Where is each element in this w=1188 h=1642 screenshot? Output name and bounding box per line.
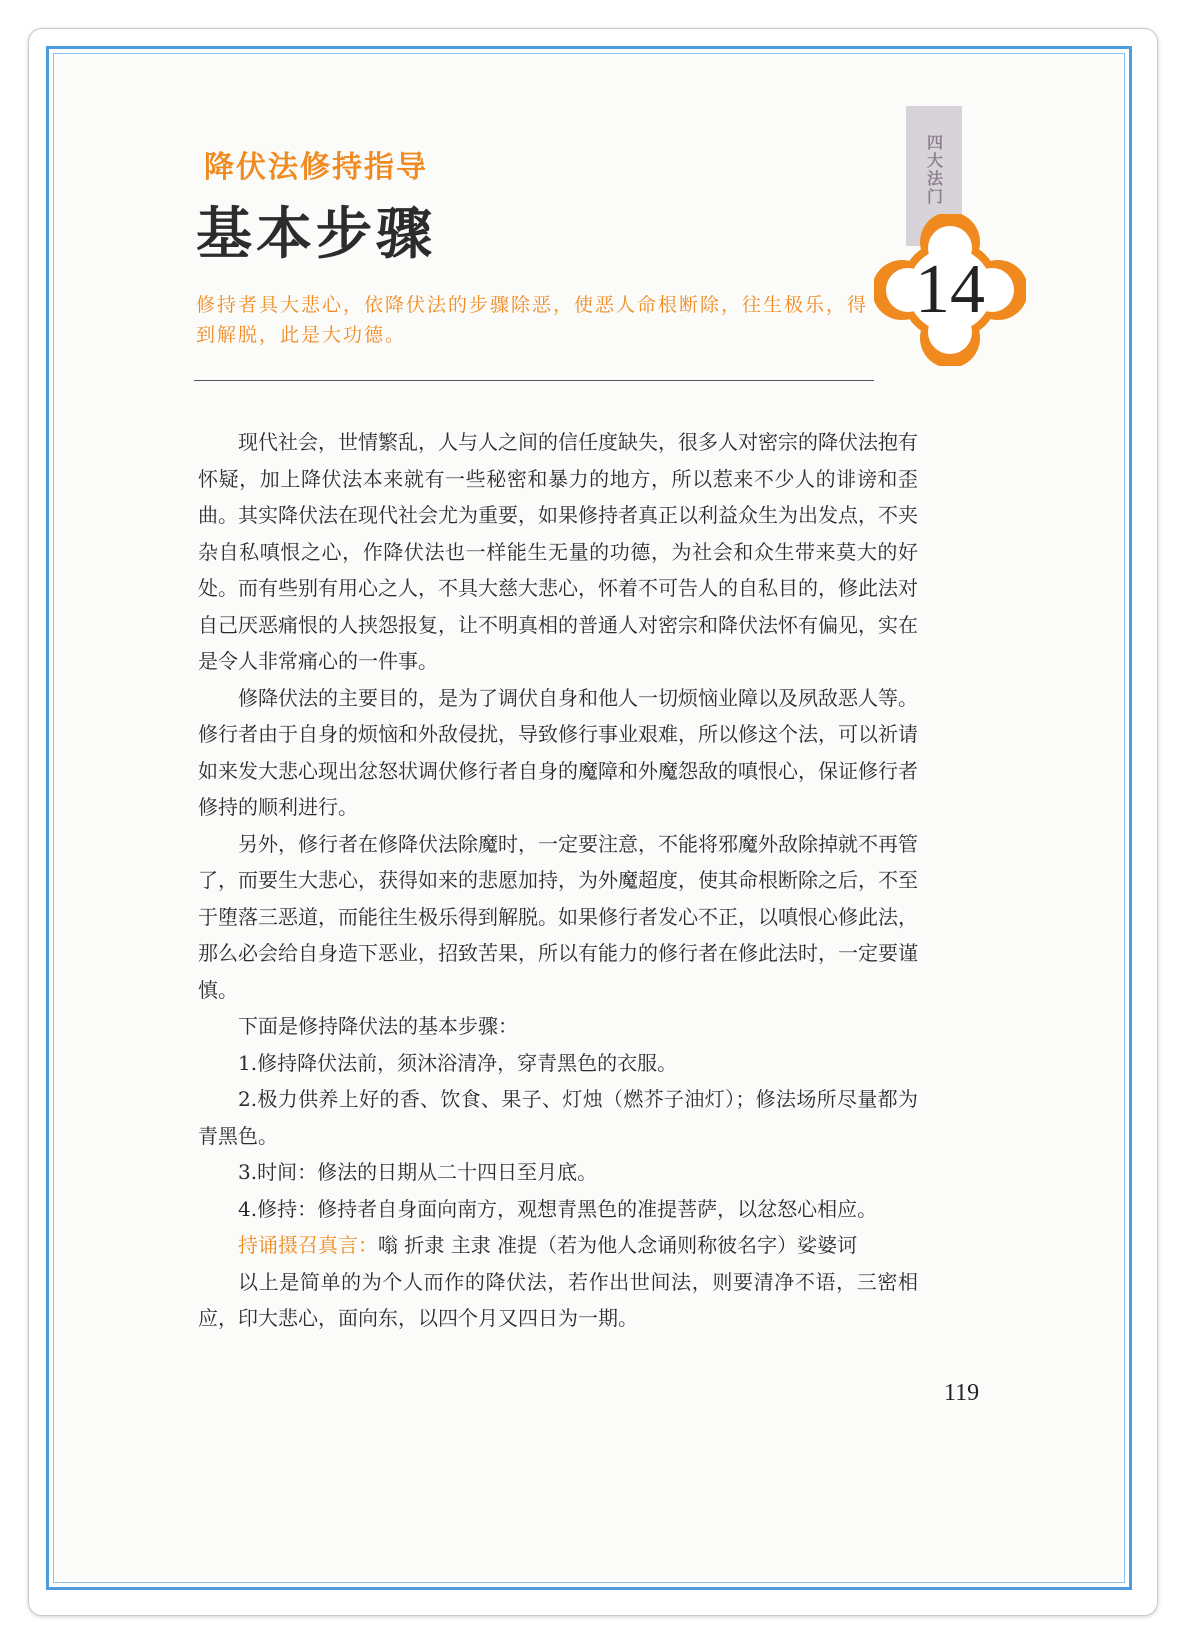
step-item: 1.修持降伏法前，须沐浴清净，穿青黑色的衣服。	[238, 1050, 678, 1075]
mantra-text: 嗡 折隶 主隶 准提（若为他人念诵则称彼名字）娑婆诃	[378, 1233, 858, 1257]
section-kicker: 降伏法修持指导	[204, 150, 428, 185]
divider	[194, 380, 874, 381]
body-text	[198, 424, 918, 1337]
paragraph: 另外，修行者在修降伏法除魔时，一定要注意，不能将邪魔外敌除掉就不再管了，而要生大悲心，获得如来的悲愿加持，为外魔超度，使其命根断除之后，不至于堕落三恶道，而能往生极乐得到解脱。如果修行者发心不正，以嗔恨心修此法，那么必会给自身造下恶业，招致苦果，所以有能力的修行者在修此法时，一定要谨慎。	[198, 831, 918, 1002]
step-item: 2.极力供养上好的香、饮食、果子、灯烛（燃芥子油灯）；修法场所尽量都为青黑色。	[198, 1087, 918, 1148]
book-page	[56, 56, 1122, 1580]
step-item: 3.时间：修法的日期从二十四日至月底。	[238, 1160, 598, 1184]
mantra-label: 持诵摄召真言：	[238, 1233, 378, 1257]
chapter-number: 14	[915, 251, 985, 328]
paragraph: 下面是修持降伏法的基本步骤：	[238, 1014, 518, 1038]
paragraph: 现代社会，世情繁乱，人与人之间的信任度缺失，很多人对密宗的降伏法抱有怀疑，加上降伏法本来就有一些秘密和暴力的地方，所以惹来不少人的诽谤和歪曲。其实降伏法在现代社会尤为重要，如果修持者真正以利益众生为出发点，不夹杂自私嗔恨之心，作降伏法也一样能生无量的功德，为社会和众生带来莫大的好处。而有些别有用心之人，不具大慈大悲心，怀着不可告人的自私目的，修此法对自己厌恶痛恨的人挟怨报复，让不明真相的普通人对密宗和降伏法怀有偏见，实在是令人非常痛心的一件事。	[198, 430, 918, 673]
chapter-badge	[874, 214, 1026, 366]
intro-summary: 修持者具大悲心，依降伏法的步骤除恶，使恶人命根断除，往生极乐，得到解脱，此是大功德。	[196, 294, 869, 346]
mantra-line	[198, 1227, 918, 1264]
paragraph: 修降伏法的主要目的，是为了调伏自身和他人一切烦恼业障以及夙敌恶人等。修行者由于自身的烦恼和外敌侵扰，导致修行事业艰难，所以修这个法，可以祈请如来发大悲心现出忿怒状调伏修行者自身的魔障和外魔怨敌的嗔恨心，保证修行者修持的顺利进行。	[198, 685, 918, 819]
page-number: 119	[944, 1380, 980, 1406]
closing-paragraph: 以上是简单的为个人而作的降伏法，若作出世间法，则要清净不语，三密相应，印大悲心，面向东，以四个月又四日为一期。	[198, 1269, 918, 1330]
step-item: 4.修持：修持者自身面向南方，观想青黑色的准提菩萨，以忿怒心相应。	[238, 1196, 878, 1221]
page-title: 基本步骤	[196, 202, 436, 267]
side-tab-label: 四大法门	[924, 134, 944, 206]
